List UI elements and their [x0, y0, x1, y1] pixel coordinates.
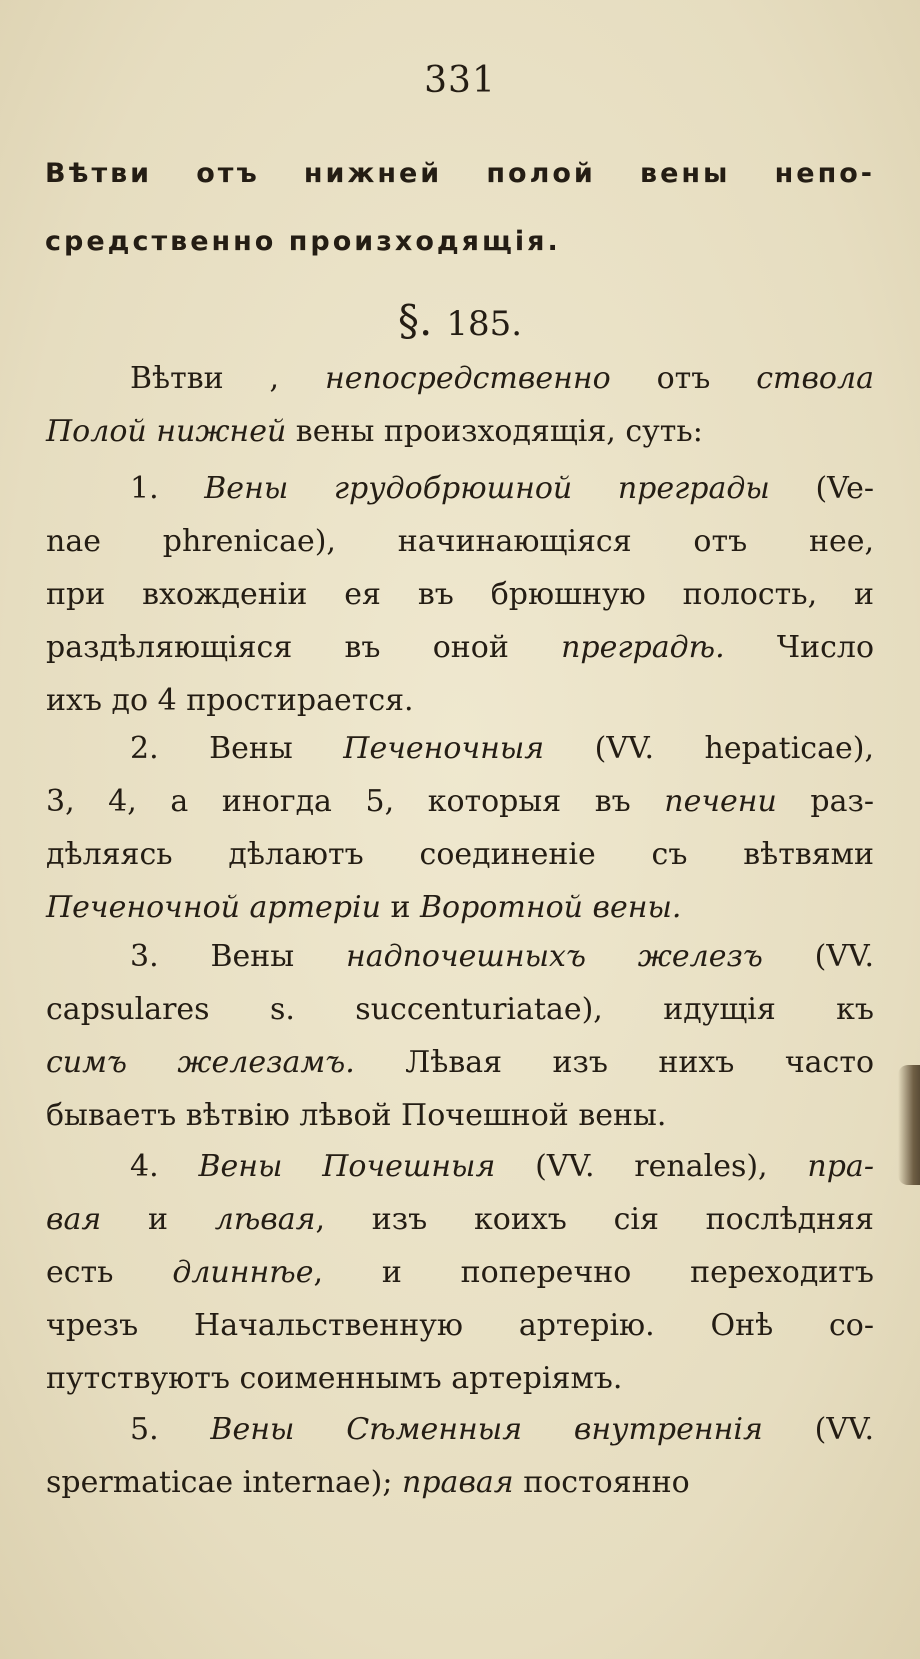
italic-term: Печеночной артеріи: [46, 890, 381, 925]
text-run: бываетъ вѣтвію лѣвой Почешной вены.: [46, 1098, 667, 1133]
page-edge-stain: [898, 1065, 920, 1185]
text-line: [46, 1036, 874, 1089]
italic-term: ствола: [756, 361, 874, 396]
text-run: 1.: [130, 471, 205, 506]
section-heading: [45, 140, 875, 276]
text-run: (VV.: [762, 939, 874, 974]
text-line: [46, 352, 874, 405]
text-run: (VV.: [762, 1412, 874, 1447]
text-run: и: [101, 1202, 215, 1237]
text-line: [46, 1456, 874, 1509]
section-number: [0, 296, 920, 345]
text-line: [46, 1140, 874, 1193]
section-symbol: §.: [397, 296, 433, 345]
text-line: [46, 828, 874, 881]
italic-term: лѣвая: [214, 1202, 316, 1237]
text-run: 4.: [130, 1149, 199, 1184]
text-run: раздѣляющіяся въ оной: [46, 630, 562, 665]
italic-term: Вены грудобрюшной преграды: [204, 471, 770, 506]
text-run: путствуютъ соименнымъ артеріямъ.: [46, 1361, 623, 1396]
italic-term: Воротной вены.: [420, 890, 682, 925]
text-line: [46, 1246, 874, 1299]
italic-term: Вены Почешныя: [198, 1149, 496, 1184]
text-run: чрезъ Начальственную артерію. Онѣ со-: [46, 1308, 874, 1343]
text-run: (VV. hepaticae),: [544, 731, 874, 766]
italic-term: симъ железамъ.: [46, 1045, 355, 1080]
text-line: [46, 1299, 874, 1352]
text-run: 3. Вены: [130, 939, 346, 974]
text-line: [46, 1193, 874, 1246]
text-run: Лѣвая изъ нихъ часто: [354, 1045, 875, 1080]
text-run: есть: [46, 1255, 173, 1290]
text-run: spermaticae internae);: [46, 1465, 403, 1500]
text-run: (VV. renales),: [495, 1149, 808, 1184]
text-line: [46, 1352, 874, 1405]
text-line: [46, 722, 874, 775]
text-line: [46, 674, 874, 727]
text-line: [46, 515, 874, 568]
italic-term: Вены Сѣменныя внутреннія: [210, 1412, 763, 1447]
paragraph-item-1: [46, 462, 874, 727]
text-line: [46, 881, 874, 934]
italic-term: Печеночныя: [343, 731, 545, 766]
italic-term: непосредственно: [324, 361, 611, 396]
text-run: 3, 4, а иногда 5, которыя въ: [46, 784, 665, 819]
italic-term: правая: [402, 1465, 514, 1500]
text-line: [46, 983, 874, 1036]
heading-line-1: Вѣтви отъ нижней полой вены непо-: [45, 158, 875, 189]
italic-term: печени: [664, 784, 777, 819]
italic-term: надпочешныхъ железъ: [345, 939, 763, 974]
italic-term: преградѣ.: [561, 630, 725, 665]
text-run: (Ve-: [769, 471, 874, 506]
text-line: [46, 775, 874, 828]
paragraph-item-2: [46, 722, 874, 934]
text-run: при вхожденіи ея въ брюшную полость, и: [46, 577, 874, 612]
text-line: [46, 621, 874, 674]
text-run: 5.: [130, 1412, 211, 1447]
text-line: [46, 1089, 874, 1142]
text-line: [46, 930, 874, 983]
italic-term: вая: [46, 1202, 102, 1237]
heading-line-2: средственно произходящія.: [45, 226, 561, 257]
italic-term: пра-: [807, 1149, 874, 1184]
text-run: nae phrenicae), начинающіяся отъ нее,: [46, 524, 874, 559]
paragraph-intro: [46, 352, 874, 458]
italic-term: длиннѣе: [172, 1255, 314, 1290]
text-run: , и поперечно переходитъ: [313, 1255, 874, 1290]
text-run: и: [380, 890, 420, 925]
text-run: отъ: [610, 361, 757, 396]
paragraph-item-4: [46, 1140, 874, 1405]
page-number: 331: [424, 60, 496, 101]
text-line: [46, 462, 874, 515]
text-run: вены произходящія, суть:: [286, 414, 703, 449]
paragraph-item-3: [46, 930, 874, 1142]
text-line: [46, 1403, 874, 1456]
text-run: capsulares s. succenturiatae), идущія къ: [46, 992, 874, 1027]
italic-term: Полой нижней: [46, 414, 287, 449]
section-number-value: 185.: [446, 304, 523, 344]
text-run: Вѣтви ,: [130, 361, 325, 396]
text-line: [46, 405, 874, 458]
text-run: , изъ коихъ сія послѣдняя: [315, 1202, 874, 1237]
text-run: дѣляясь дѣлаютъ соединеніе съ вѣтвями: [46, 837, 874, 872]
text-line: [46, 568, 874, 621]
text-run: постоянно: [513, 1465, 690, 1500]
paragraph-item-5: [46, 1403, 874, 1509]
text-run: раз-: [776, 784, 874, 819]
text-run: ихъ до 4 простирается.: [46, 683, 414, 718]
text-run: 2. Вены: [130, 731, 344, 766]
text-run: Число: [724, 630, 875, 665]
